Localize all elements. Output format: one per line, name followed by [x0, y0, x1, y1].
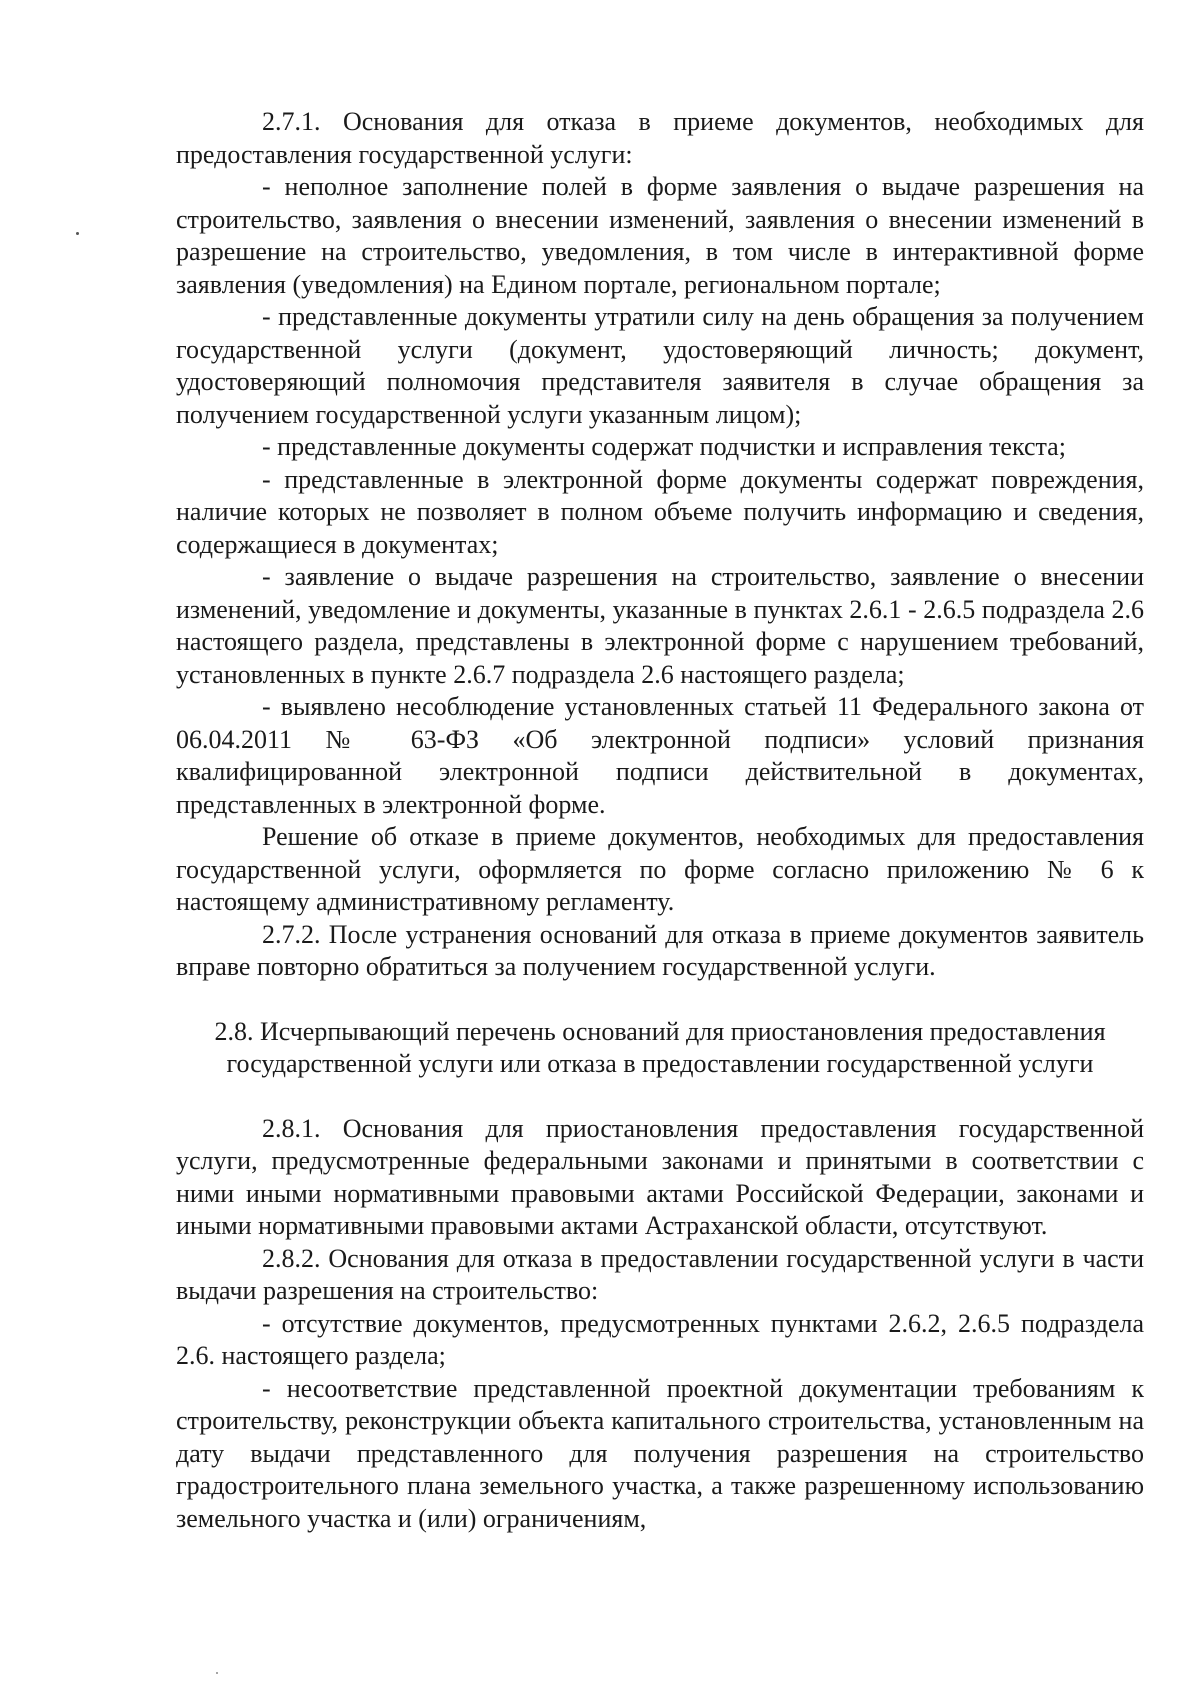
- list-item-signature-violation: - выявлено несоблюдение установленных статьей 11 Федерального закона от 06.04.2011 № 63-ФЗ «Об электронной подписи» условий признания квалифицированной электронной подписи действительной в документах, представленных в электронной форме.: [176, 692, 1144, 819]
- paragraph-2-8-2: 2.8.2. Основания для отказа в предоставлении государственной услуги в части выдачи разрешения на строительство:: [176, 1243, 1144, 1305]
- paragraph-2-7-2: 2.7.2. После устранения оснований для отказа в приеме документов заявитель вправе повторно обратиться за получением государственной услуги.: [176, 919, 1144, 981]
- section-heading-line-1: 2.8. Исчерпывающий перечень оснований для приостановления предоставления: [214, 1016, 1106, 1046]
- list-item-expired-documents: - представленные документы утратили силу на день обращения за получением государственной услуги (документ, удостоверяющий личность; документ, удостоверяющий полномочия представителя заявителя в случае обращения за получением государственной услуги указанным лицом);: [176, 302, 1144, 429]
- paragraph-refusal-decision: Решение об отказе в приеме документов, необходимых для предоставления государственной услуги, оформляется по форме согласно приложению № 6 к настоящему административному регламенту.: [176, 822, 1144, 916]
- list-item-project-mismatch: - несоответствие представленной проектной документации требованиям к строительству, реконструкции объекта капитального строительства, установленным на дату выдачи представленного для получения разрешения на строительство градостроительного плана земельного участка, а также разрешенному использованию земельного участка и (или) ограничениям,: [176, 1373, 1144, 1533]
- section-heading-2-8: [176, 1016, 1144, 1081]
- list-item-requirements-violation: - заявление о выдаче разрешения на строительство, заявление о внесении изменений, уведомление и документы, указанные в пунктах 2.6.1 - 2.6.5 подраздела 2.6 настоящего раздела, представлены в электронной форме с нарушением требований, установленных в пункте 2.6.7 подраздела 2.6 настоящего раздела;: [176, 562, 1144, 689]
- paragraph-2-7-1: 2.7.1. Основания для отказа в приеме документов, необходимых для предоставления государственной услуги:: [176, 107, 1144, 169]
- paragraph-2-8-1: 2.8.1. Основания для приостановления предоставления государственной услуги, предусмотренные федеральными законами и принятыми в соответствии с ними иными нормативными правовыми актами Российской Федерации, законами и иными нормативными правовыми актами Астраханской области, отсутствуют.: [176, 1113, 1144, 1240]
- list-item-damaged-documents: - представленные в электронной форме документы содержат повреждения, наличие которых не позволяет в полном объеме получить информацию и сведения, содержащиеся в документах;: [176, 464, 1144, 559]
- scan-speck: [216, 1672, 218, 1674]
- section-heading-line-2: государственной услуги или отказа в предоставлении государственной услуги: [226, 1049, 1094, 1078]
- document-body: [176, 106, 1144, 1535]
- scan-speck: [76, 232, 79, 235]
- list-item-corrections: - представленные документы содержат подчистки и исправления текста;: [262, 432, 1066, 461]
- list-item-incomplete-fields: - неполное заполнение полей в форме заявления о выдаче разрешения на строительство, заявления о внесении изменений, заявления о внесении изменений в разрешение на строительство, уведомления, в том числе в интерактивной форме заявления (уведомления) на Едином портале, региональном портале;: [176, 172, 1144, 299]
- list-item-missing-documents: - отсутствие документов, предусмотренных пунктами 2.6.2, 2.6.5 подраздела 2.6. настоящего раздела;: [176, 1308, 1144, 1370]
